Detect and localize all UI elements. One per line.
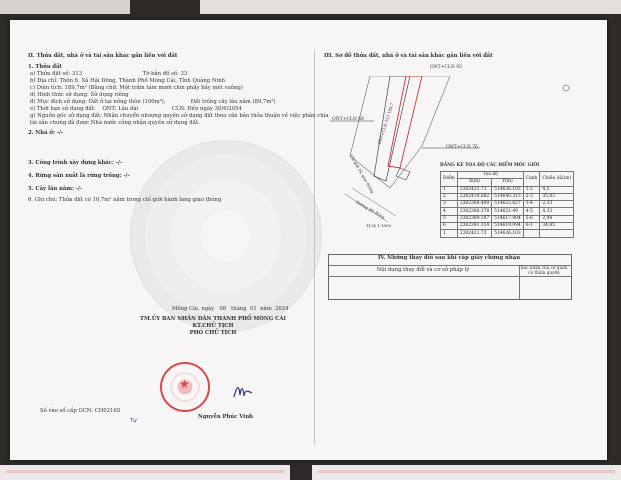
land-heading: 1. Thửa đất [28,64,62,70]
issuer-line-2: KT.CHỦ TỊCH [192,323,234,329]
paper-edge-top-left [0,0,130,14]
house-line: 2. Nhà ở: -/- [28,130,64,136]
security-pattern [130,140,322,332]
land-line-g2: tài sản chung đã được Nhà nước công nhận quyền sử dụng đất. [30,120,200,126]
construction-line: 3. Công trình xây dựng khác: -/- [28,160,123,166]
land-line-b: b) Địa chỉ: Thôn 6, Xã Hải Đông, Thành Phố Móng Cái, Tỉnh Quảng Ninh [30,78,226,84]
table-row: 6 2382391.314 514619.094 6-1 34,85 [441,223,574,230]
col-header-coords: Tọa độ [457,172,523,179]
issuer-line-1: TM.ỦY BAN NHÂN DÂN THÀNH PHỐ MÓNG CÁI [140,316,286,322]
section-iv-title: IV. Những thay đổi sau khi cấp giấy chứng nhận [377,255,521,261]
handwritten-signature [232,381,254,403]
map-label-strip: ONT+CLN 313 189.7 [376,102,395,146]
forest-line: 4. Rừng sản xuất là rừng trồng: -/- [28,173,130,179]
signer-name: Nguyễn Phúc Vinh [198,414,254,420]
map-label-corridor: Chỉ giới HL giao thông [349,153,376,194]
changes-col-content: Nội dung thay đổi và cơ sở pháp lý [376,267,470,273]
official-red-seal [160,362,210,412]
land-line-g: g) Nguồn gốc sử dụng đất: Nhận chuyển nhượng quyền sử dụng đất theo văn bản thỏa thuận về việc phân chia [30,113,329,119]
column-divider [314,50,315,445]
changes-col-confirm: Xác nhận của cơ quan có thẩm quyền [520,265,568,275]
registry-mark: Tự [130,418,137,424]
table-row: 1 2382421.73 514636.103 1-2 4,5 [441,186,574,193]
table-row: 2 2382419.682 514640.313 2-3 35,83 [441,193,574,200]
trees-line: 5. Cây lâu năm: -/- [28,186,83,192]
registry-number: Số vào sổ cấp GCN: CH02165 [40,408,121,414]
issue-date: Móng Cái, ngày 08 tháng 01 năm 2024 [172,306,289,312]
table-row: 4 2382386.378 514621.49 4-5 4,33 [441,208,574,215]
land-certificate-page [10,20,607,460]
section-ii-title: II. Thửa đất, nhà ở và tài sản khác gắn liền với đất [28,53,178,59]
next-page-edge-left [0,465,290,480]
land-line-c: c) Diện tích: 189,7m² (Bằng chữ: Một trăm tám mươi chín phẩy bảy mét vuông) [30,85,243,91]
coord-table-title: BẢNG KÊ TỌA ĐỘ CÁC ĐIỂM MÓC GIỚI [440,163,540,168]
coordinate-table [440,171,574,238]
col-header-x: X(m) [457,179,491,186]
col-header-point: Điểm [441,172,458,187]
map-label-left: ONT+CLN 68 [332,117,364,122]
paper-edge-top-right [200,0,621,14]
map-label-top: ONT+CLN 93 [430,65,462,70]
table-row: 3 2382388.409 514622.627 3-4 2,33 [441,201,574,208]
map-label-road: Đường Hồ Bông [355,199,386,220]
col-header-length: Chiều dài(m) [540,172,574,187]
col-header-y: Y(m) [492,179,524,186]
table-row: 5 2382389.187 514617.904 5-6 2,44 [441,215,574,222]
land-line-d: d) Hình thức sử dụng: Sử dụng riêng [30,92,129,98]
col-header-edge: Cạnh [523,172,540,187]
map-label-right: ONT+CLN 76 [446,145,478,150]
issuer-line-3: PHÓ CHỦ TỊCH [189,330,237,336]
table-row: 1 2382421.73 514636.103 [441,230,574,237]
land-line-a: a) Thửa đất số: 313 Tờ bản đồ số: 33 [30,71,188,77]
land-line-e: e) Thời hạn sử dụng đất: ONT: Lâu dài CLN: Đến ngày 30/6/2054 [30,106,242,112]
map-scale: Tỷ lệ 1:1000 [366,223,392,228]
next-page-edge-right [312,465,621,480]
note-line: 6. Ghi chú: Thửa đất có 10,7m² nằm trong chỉ giới hành lang giao thông [28,197,222,203]
land-line-dd: đ) Mục đích sử dụng: Đất ở tại nông thôn (100m²), Đất trồng cây lâu năm (89,7m²) [30,99,276,105]
section-iii-title: III. Sơ đồ thửa đất, nhà ở và tài sản khác gắn liền với đất [324,53,493,59]
